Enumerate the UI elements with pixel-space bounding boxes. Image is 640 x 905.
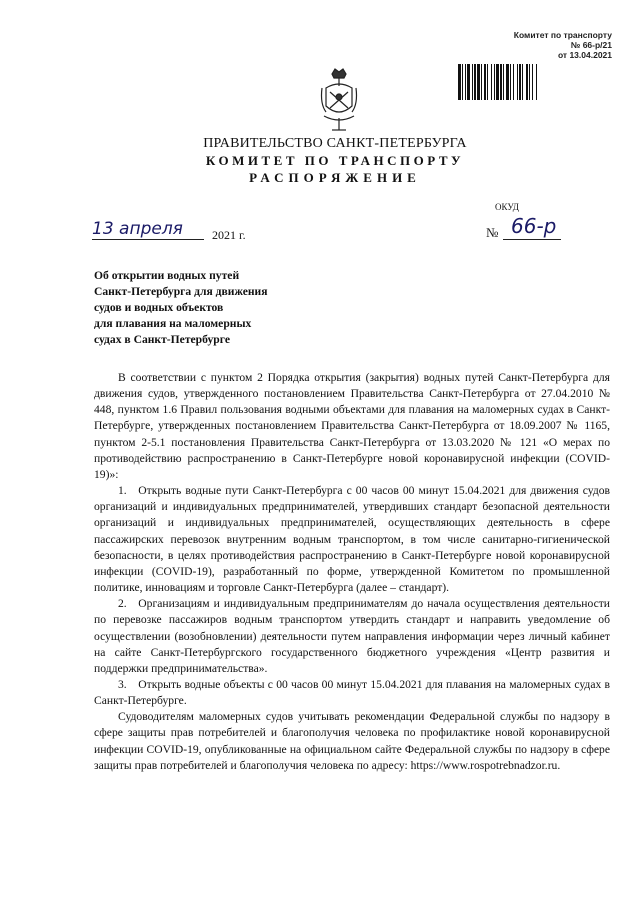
handwritten-date: 13 апреля — [92, 219, 183, 239]
clause-3-paragraph: 3. Открыть водные объекты с 00 часов 00 минут 15.04.2021 для плавания на маломерных судах в Санкт-Петербурге. — [94, 677, 610, 708]
committee-name: КОМИТЕТ ПО ТРАНСПОРТУ — [205, 153, 465, 168]
date-year: 2021 г. — [212, 228, 246, 242]
clause-1-paragraph: 1. Открыть водные пути Санкт-Петербурга с 00 часов 00 минут 15.04.2021 для движения судов организаций и индивидуальных предпринимателей, утвердивших стандарт безопасной деятельности организаций и индивидуальных предпринимателей, осуществляющих деятельность в сфере пассажирских перевозок внутренним водным транспортом, в том числе санитарно-гигиенической безопасности, в целях противодействия распространению в Санкт-Петербурге новой коронавирусной инфекции (COVID-19), разработанный по форме, утвержденной Комитетом по промышленной политике, инновациям и торговле Санкт-Петербурга (далее – стандарт). — [94, 484, 610, 595]
barcode — [458, 64, 610, 100]
stamp-line-number: № 66-р/21 — [570, 40, 612, 50]
subject-line: судов и водных объектов — [94, 301, 224, 314]
barcode-bar — [537, 64, 539, 100]
subject-line: судах в Санкт-Петербурге — [94, 333, 230, 346]
clause-2-paragraph: 2. Организациям и индивидуальным предпринимателям до начала осуществления деятельности по перевозке пассажиров водным транспортом утвердить стандарт и направить уведомление об осуществлении (возобновлении) деятельности путем направления информации через личный кабинет на сайте Санкт-Петербургского государственного бюджетного учреждения «Центр развития и поддержки предпринимательства». — [94, 597, 610, 675]
government-name: ПРАВИТЕЛЬСТВО САНКТ-ПЕТЕРБУРГА — [203, 136, 467, 151]
preamble-paragraph: В соответствии с пунктом 2 Порядка открытия (закрытия) водных путей Санкт-Петербурга для движения судов, утвержденного постановлением Правительства Санкт-Петербурга от 27.04.2010 № 448, пунктом 1.6 Правил пользования водными объектами для плавания на маломерных судах в Санкт-Петербурге, утвержденных постановлением Правительства Санкт-Петербурга от 18.09.2007 № 1165, пунктом 2-5.1 постановления Правительства Санкт-Петербурга от 13.03.2020 № 121 «О мерах по противодействию распространению в Санкт-Петербурге новой коронавирусной инфекции (COVID-19)»: — [94, 371, 610, 481]
subject-line: Об открытии водных путей — [94, 269, 240, 282]
number-label: № — [486, 225, 499, 240]
coat-of-arms-icon — [318, 66, 360, 134]
date-underline — [92, 239, 204, 240]
document-type: РАСПОРЯЖЕНИЕ — [249, 170, 421, 185]
registration-stamp — [462, 30, 612, 60]
stamp-line-date: от 13.04.2021 — [557, 50, 612, 60]
recommendation-paragraph: Судоводителям маломерных судов учитывать рекомендации Федеральной службы по надзору в сфере защиты прав потребителей и благополучия человека по профилактике новой коронавирусной инфекции COVID-19, опубликованные на официальном сайте Федеральной службы по надзору в сфере защиты прав потребителей и благополучия человека по адресу: https://www.rospotrebnadzor.ru. — [94, 710, 610, 772]
subject-line: для плавания на маломерных — [94, 317, 252, 330]
subject-line: Санкт-Петербурга для движения — [94, 285, 268, 298]
okud-label: ОКУД — [495, 202, 519, 212]
stamp-line-committee: Комитет по транспорту — [513, 30, 612, 40]
document-subject — [94, 268, 334, 348]
handwritten-number: 66-р — [511, 214, 557, 238]
document-body — [94, 370, 610, 774]
number-underline — [503, 239, 561, 240]
